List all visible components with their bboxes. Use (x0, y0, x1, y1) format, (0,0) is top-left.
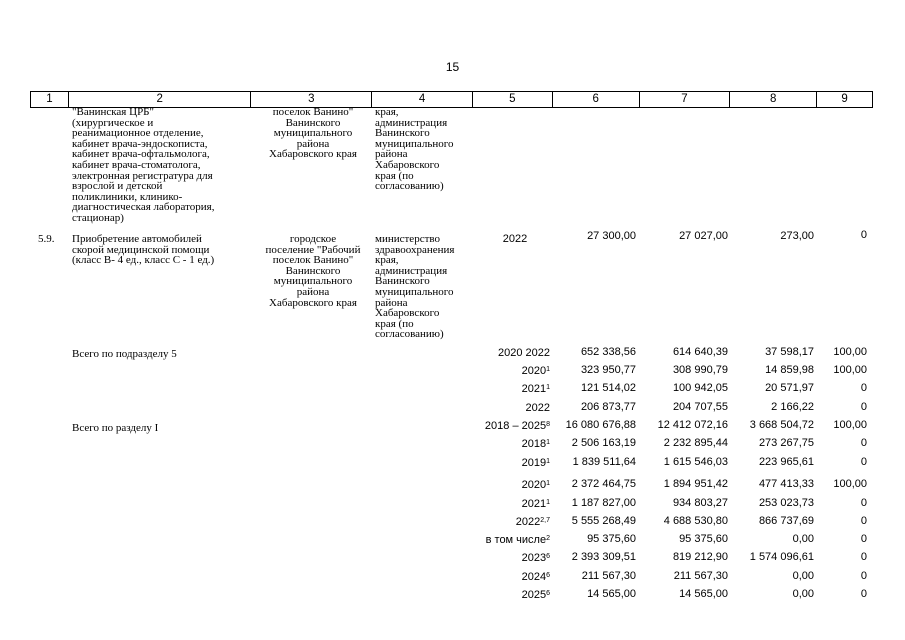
section-1-row-year-text: 2018 (521, 438, 547, 450)
row-5-9-regional: 27 027,00 (679, 230, 728, 242)
section-1-row-regional: 934 803,27 (672, 497, 728, 509)
section-1-row-footnote-ref: 1 (546, 458, 550, 465)
continued-location: поселок Ванино" Ванинского муниципального района Хабаровского края (269, 106, 357, 161)
section-1-row-regional: 2 232 895,44 (663, 437, 728, 449)
section-1-row-year-text: 2025 (521, 589, 547, 601)
section-1-row-regional: 1 894 951,42 (663, 478, 728, 490)
section-1-row-regional: 4 688 530,80 (663, 515, 728, 527)
section-1-row-year-text: 2023 (521, 552, 547, 564)
section-1-row-local: 253 023,73 (758, 497, 814, 509)
continued-executor: края, администрация Ванинского муниципального района Хабаровского края (по согласованию) (375, 106, 454, 193)
subsection-5-row-year-text: 2022 (525, 402, 550, 414)
section-1-row-local: 866 737,69 (758, 515, 814, 527)
section-1-row-regional: 95 375,60 (679, 533, 728, 545)
subsection-5-row-local: 2 166,22 (771, 401, 814, 413)
section-1-row-total: 211 567,30 (581, 570, 636, 582)
subsection-5-row-year-text: 2020 2022 (498, 347, 550, 359)
section-1-row-extra: 0 (860, 588, 867, 600)
subsection-5-row-year (465, 365, 550, 378)
section-1-row-footnote-ref: 2,7 (540, 517, 550, 524)
subsection-5-row-total: 206 873,77 (580, 401, 636, 413)
section-1-row-year (465, 479, 550, 492)
section-1-row-extra: 0 (860, 497, 867, 509)
header-col-4: 4 (372, 92, 473, 107)
section-1-row-total: 2 506 163,19 (571, 437, 636, 449)
section-1-row-total: 5 555 268,49 (571, 515, 636, 527)
section-1-row-total: 2 372 464,75 (571, 478, 636, 490)
section-1-row-year (465, 552, 550, 565)
subsection-5-row-total: 121 514,02 (580, 382, 636, 394)
section-1-row-year (465, 438, 550, 451)
section-1-row-total: 1 187 827,00 (571, 497, 636, 509)
section-1-row-year-text: 2020 (521, 479, 547, 491)
row-5-9-local: 273,00 (780, 230, 814, 242)
section-1-row-year-text: 2019 (521, 457, 547, 469)
section-1-row-year (465, 498, 550, 511)
header-col-5: 5 (473, 92, 553, 107)
section-1-row-year (465, 516, 550, 529)
section-1-row-local: 0,00 (792, 533, 814, 545)
header-col-7: 7 (640, 92, 731, 107)
section-1-row-footnote-ref: 6 (546, 590, 550, 597)
section-1-row-year-text: 2021 (521, 498, 547, 510)
header-col-2: 2 (69, 92, 252, 107)
section-1-row-local: 477 413,33 (758, 478, 814, 490)
subsection-5-row-regional: 308 990,79 (672, 364, 728, 376)
row-5-9-name: Приобретение автомобилей скорой медицинской помощи (класс В- 4 ед., класс С - 1 ед.) (72, 233, 215, 267)
section-1-row-local: 1 574 096,61 (749, 551, 814, 563)
subsection-5-row-regional: 100 942,05 (672, 382, 728, 394)
section-1-row-year-text: 2022 (515, 516, 541, 528)
subsection-5-row-extra: 100,00 (833, 346, 867, 358)
row-5-9-total: 27 300,00 (587, 230, 636, 242)
subsection-5-row-local: 37 598,17 (765, 346, 814, 358)
section-1-row-footnote-ref: 1 (546, 439, 550, 446)
section-1-row-year (465, 534, 550, 547)
table-header (30, 91, 873, 108)
section-1-row-regional: 211 567,30 (673, 570, 728, 582)
section-1-row-total: 1 839 511,64 (572, 456, 636, 468)
section-1-row-extra: 0 (860, 437, 867, 449)
header-col-3: 3 (251, 92, 372, 107)
section-1-row-total: 95 375,60 (587, 533, 636, 545)
section-1-row-footnote-ref: 1 (546, 480, 550, 487)
header-col-6: 6 (553, 92, 640, 107)
section-1-row-regional: 819 212,90 (672, 551, 728, 563)
section-1-row-local: 223 965,61 (758, 456, 814, 468)
section-1-row-regional: 12 412 072,16 (657, 419, 728, 431)
subsection-5-row-local: 20 571,97 (765, 382, 814, 394)
section-1-total-label: Всего по разделу I (72, 422, 159, 434)
section-1-row-regional: 14 565,00 (679, 588, 728, 600)
section-1-row-footnote-ref: 6 (546, 572, 550, 579)
section-1-row-local: 0,00 (792, 588, 814, 600)
row-5-9-number: 5.9. (38, 233, 55, 245)
subsection-5-row-regional: 204 707,55 (672, 401, 728, 413)
row-5-9-extra: 0 (860, 229, 867, 241)
subsection-5-row-extra: 100,00 (833, 364, 867, 376)
section-1-row-extra: 0 (860, 515, 867, 527)
section-1-row-regional: 1 615 546,03 (663, 456, 728, 468)
subsection-5-row-year (465, 402, 550, 415)
section-1-row-total: 2 393 309,51 (571, 551, 636, 563)
section-1-row-local: 273 267,75 (758, 437, 814, 449)
section-1-row-footnote-ref: 6 (546, 553, 550, 560)
subsection-5-row-year-text: 2020 (521, 365, 547, 377)
section-1-row-year (465, 589, 550, 602)
subsection-5-row-extra: 0 (860, 382, 867, 394)
subsection-5-row-year-text: 2021 (521, 383, 547, 395)
section-1-row-extra: 100,00 (833, 419, 867, 431)
section-1-row-year-text: 2018 – 2025 (484, 420, 547, 432)
section-1-row-extra: 0 (860, 570, 867, 582)
row-5-9-executor: министерство здравоохранения края, администрация Ванинского муниципального района Хабаровского края (по согласованию) (375, 233, 455, 341)
section-1-row-extra: 100,00 (833, 478, 867, 490)
section-1-row-year (465, 457, 550, 470)
header-col-9: 9 (841, 93, 848, 105)
subsection-5-total-label: Всего по подразделу 5 (72, 348, 177, 360)
section-1-row-year-text: в том числе (485, 534, 547, 546)
row-5-9-location: городское поселение "Рабочий поселок Ванино" Ванинского муниципального района Хабаровского края (265, 233, 361, 309)
row-5-9-year: 2022 (502, 233, 528, 245)
section-1-row-local: 3 668 504,72 (749, 419, 814, 431)
subsection-5-row-extra: 0 (860, 401, 867, 413)
section-1-row-extra: 0 (860, 551, 867, 563)
section-1-row-extra: 0 (860, 456, 867, 468)
subsection-5-row-footnote-ref: 1 (546, 366, 550, 373)
section-1-row-footnote-ref: 1 (546, 499, 550, 506)
subsection-5-row-year (465, 347, 550, 360)
section-1-row-year-text: 2024 (521, 571, 547, 583)
continued-object-name: "Ванинская ЦРБ" (хирургическое и реанимационное отделение, кабинет врача-эндоскописта, кабинет врача-офтальмолога, кабинет врача-стоматолога, электронная регистратура для взрослой и детской поликлиники, клинико- диагностическая лаборатория, стационар) (72, 106, 215, 224)
subsection-5-row-year (465, 383, 550, 396)
page-number: 15 (445, 60, 460, 74)
subsection-5-row-footnote-ref: 1 (546, 384, 550, 391)
header-col-1: 1 (31, 92, 69, 107)
section-1-row-year (465, 420, 550, 433)
subsection-5-row-local: 14 859,98 (765, 364, 814, 376)
section-1-row-total: 16 080 676,88 (565, 419, 636, 431)
subsection-5-row-total: 652 338,56 (580, 346, 636, 358)
subsection-5-row-regional: 614 640,39 (672, 346, 728, 358)
section-1-row-local: 0,00 (792, 570, 814, 582)
section-1-row-total: 14 565,00 (587, 588, 636, 600)
section-1-row-footnote-ref: 2 (546, 535, 550, 542)
section-1-row-footnote-ref: 8 (546, 421, 550, 428)
header-col-8: 8 (730, 92, 817, 107)
section-1-row-extra: 0 (860, 533, 867, 545)
section-1-row-year (465, 571, 550, 584)
subsection-5-row-total: 323 950,77 (580, 364, 636, 376)
